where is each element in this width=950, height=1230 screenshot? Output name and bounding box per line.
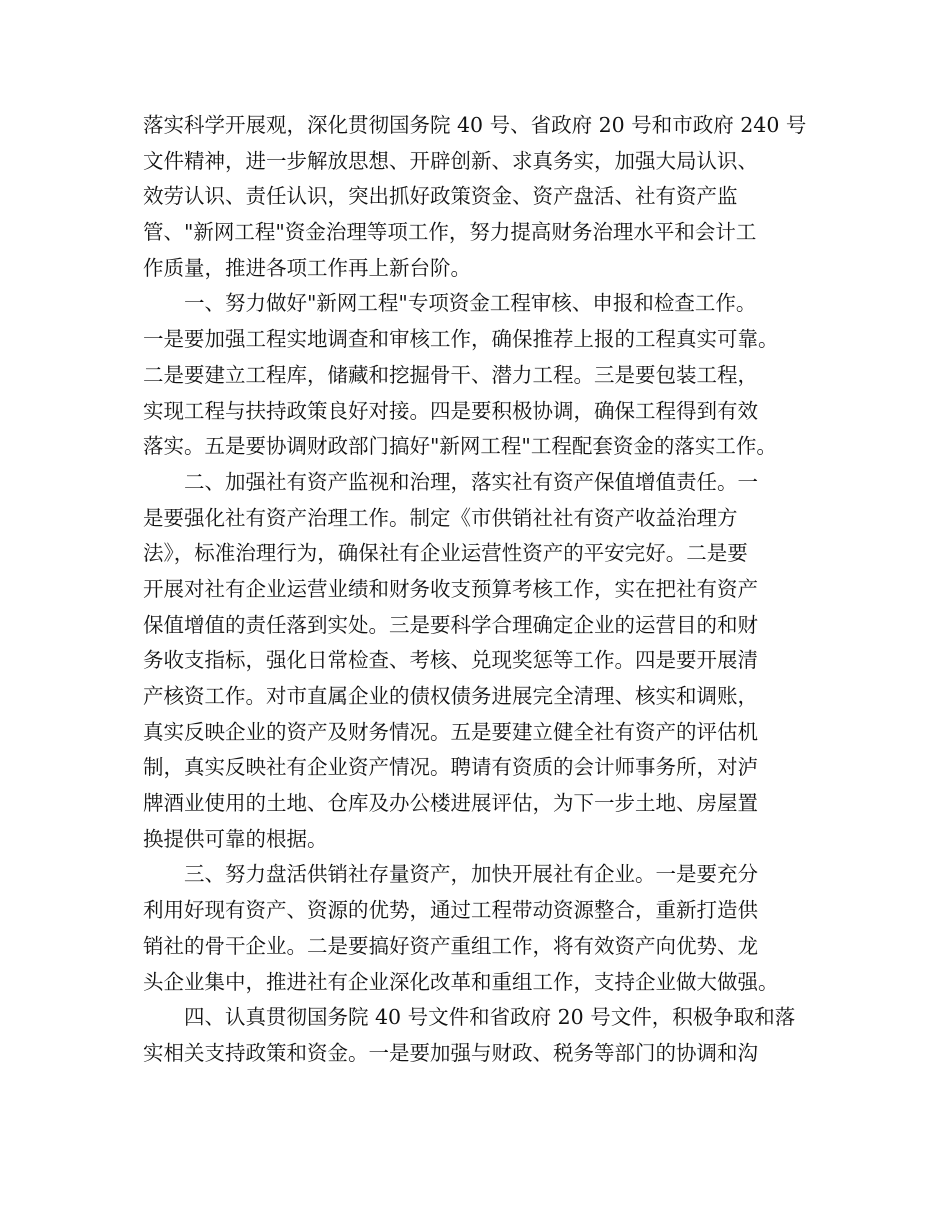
text-line: 利用好现有资产、资源的优势，通过工程带动资源整合，重新打造供 — [143, 898, 758, 923]
text-line: 实现工程与扶持政策良好对接。四是要积极协调，确保工程得到有效 — [143, 398, 758, 423]
text-line: 二是要建立工程库，储藏和挖掘骨干、潜力工程。三是要包装工程， — [143, 362, 758, 387]
text-line: 是要强化社有资产治理工作。制定《市供销社社有资产收益治理方 — [143, 505, 738, 530]
paragraph-first-line: 二、加强社有资产监视和治理，落实社有资产保值增值责任。一 — [184, 469, 758, 494]
text-line: 制，真实反映社有企业资产情况。聘请有资质的会计师事务所，对泸 — [143, 755, 758, 780]
document-body — [143, 108, 813, 1072]
text-line: 管、"新网工程"资金治理等项工作，努力提高财务治理水平和会计工 — [143, 220, 757, 245]
text-line: 产核资工作。对市直属企业的债权债务进展完全清理、核实和调账， — [143, 684, 758, 708]
text-line: 法》，标准治理行为，确保社有企业运营性资产的平安完好。二是要 — [143, 541, 748, 566]
text-line: 文件精神，进一步解放思想、开辟创新、求真务实，加强大局认识、 — [143, 148, 758, 173]
paragraph-first-line: 四、认真贯彻国务院 40 号文件和省政府 20 号文件，积极争取和落 — [184, 1005, 796, 1030]
text-line: 实相关支持政策和资金。一是要加强与财政、税务等部门的协调和沟 — [143, 1040, 758, 1065]
text-line: 真实反映企业的资产及财务情况。五是要建立健全社有资产的评估机 — [143, 719, 758, 744]
text-line: 保值增值的责任落到实处。三是要科学合理确定企业的运营目的和财 — [143, 612, 758, 637]
text-line: 销社的骨干企业。二是要搞好资产重组工作，将有效资产向优势、龙 — [143, 933, 758, 958]
text-line: 务收支指标，强化日常检查、考核、兑现奖惩等工作。四是要开展清 — [143, 648, 758, 673]
text-line: 作质量，推进各项工作再上新台阶。 — [143, 255, 471, 280]
text-line: 牌酒业使用的土地、仓库及办公楼进展评估，为下一步土地、房屋置 — [143, 791, 758, 816]
paragraph-first-line: 一、努力做好"新网工程"专项资金工程审核、申报和检查工作。 — [184, 291, 757, 316]
paragraph-first-line: 三、努力盘活供销社存量资产，加快开展社有企业。一是要充分 — [184, 862, 758, 887]
text-line: 落实科学开展观，深化贯彻国务院 40 号、省政府 20 号和市政府 240 号 — [143, 113, 807, 137]
text-line: 落实。五是要协调财政部门搞好"新网工程"工程配套资金的落实工作。 — [143, 434, 777, 459]
text-line: 头企业集中，推进社有企业深化改革和重组工作，支持企业做大做强。 — [143, 969, 779, 994]
text-line: 换提供可靠的根据。 — [143, 826, 328, 851]
text-line: 一是要加强工程实地调查和审核工作，确保推荐上报的工程真实可靠。 — [143, 327, 779, 352]
text-line: 开展对社有企业运营业绩和财务收支预算考核工作，实在把社有资产 — [143, 576, 758, 601]
text-line: 效劳认识、责任认识，突出抓好政策资金、资产盘活、社有资产监 — [143, 184, 738, 209]
